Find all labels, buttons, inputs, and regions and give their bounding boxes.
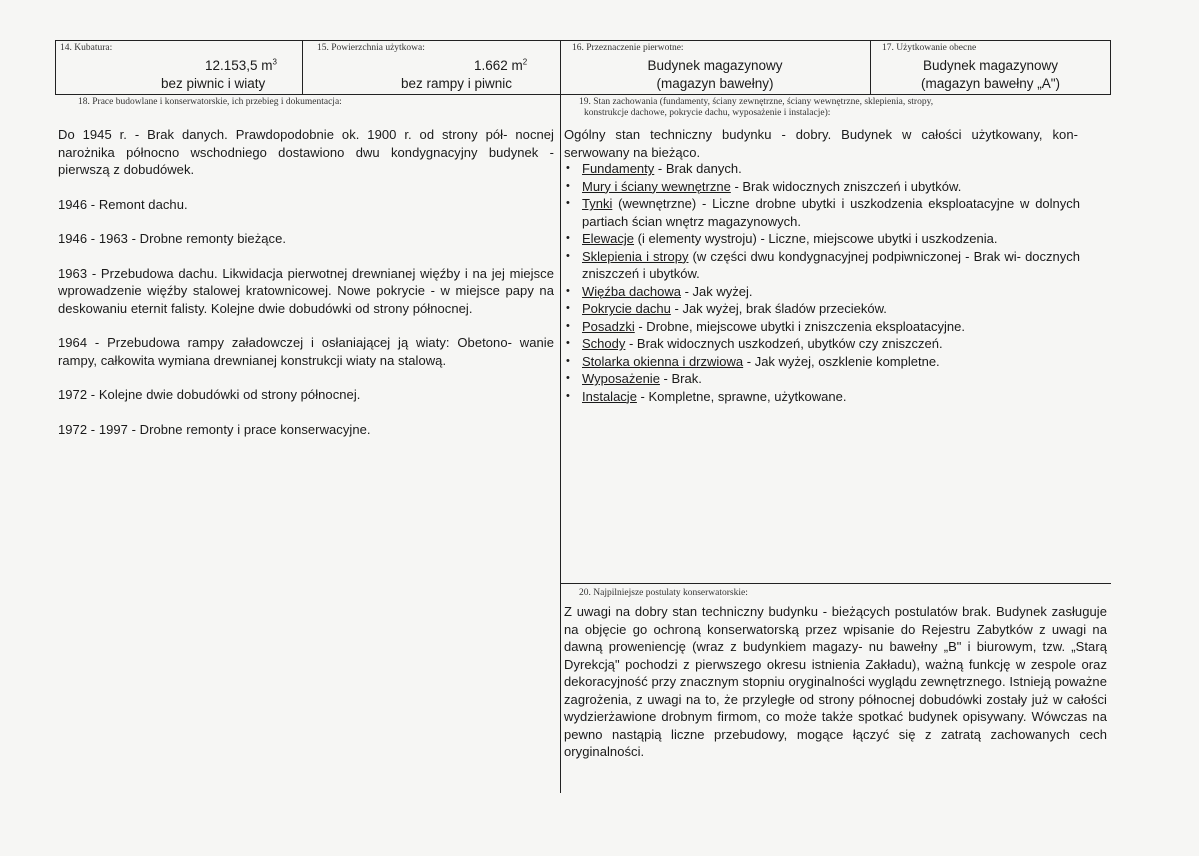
header-divider-1 <box>302 40 303 95</box>
condition-text: - Drobne, miejscowe ubytki i zniszczenia eksploatacyjne. <box>634 318 965 334</box>
section19-items <box>562 160 1080 405</box>
condition-term: Pokrycie dachu <box>582 301 671 316</box>
work-entry: 1964 - Przebudowa rampy załadowczej i osłaniającej ją wiaty: Obetono- wanie rampy, całkowita wymiana drewnianej konstrukcji wiaty na stalową. <box>58 335 554 368</box>
bullet-icon: • <box>566 162 570 174</box>
condition-item <box>562 160 1080 178</box>
condition-text: - Kompletne, sprawne, użytkowane. <box>636 388 847 404</box>
condition-text: - Brak. <box>659 371 702 386</box>
condition-text: (w części dwu kondygnacyjnej podpiwniczonej - Brak wi- docznych zniszczeń i ubytków. <box>582 248 1080 281</box>
condition-item <box>562 353 1080 371</box>
condition-item <box>562 388 1080 406</box>
condition-item <box>562 300 1080 318</box>
przeznaczenie-line1: Budynek magazynowy <box>647 58 783 73</box>
bullet-icon: • <box>566 284 570 297</box>
bullet-icon: • <box>566 302 570 314</box>
powierzchnia-label: 15. Powierzchnia użytkowa: <box>317 43 425 53</box>
condition-term: Fundamenty <box>582 161 655 176</box>
bullet-icon: • <box>566 389 570 402</box>
condition-item <box>562 230 1080 248</box>
bullet-icon: • <box>566 232 570 244</box>
condition-item <box>562 283 1080 301</box>
bullet-icon: • <box>566 372 570 384</box>
powierzchnia-note: bez rampy i piwnic <box>401 76 513 91</box>
condition-term: Instalacje <box>582 388 637 404</box>
section20-label: 20. Najpilniejsze postulaty konserwatorskie: <box>579 588 748 598</box>
section18-label: 18. Prace budowlane i konserwatorskie, ich przebieg i dokumentacja: <box>78 97 342 107</box>
bullet-icon: • <box>566 179 570 192</box>
przeznaczenie-line2: (magazyn bawełny) <box>656 76 774 91</box>
section19-label-line1: 19. Stan zachowania (fundamenty, ściany zewnętrzne, ściany wewnętrzne, sklepienia, stropy, <box>579 97 934 107</box>
condition-term: Wyposażenie <box>582 371 660 386</box>
condition-text: - Jak wyżej. <box>681 283 753 299</box>
section18-content <box>58 126 554 455</box>
condition-term: Stolarka okienna i drzwiowa <box>582 353 744 369</box>
section19-intro: Ogólny stan techniczny budynku - dobry. Budynek w całości użytkowany, kon- serwowany na bieżąco. <box>564 127 1078 160</box>
main-column-divider <box>560 95 561 793</box>
condition-text: - Brak widocznych zniszczeń i ubytków. <box>730 178 962 194</box>
work-entry: 1972 - 1997 - Drobne remonty i prace konserwacyjne. <box>58 421 371 437</box>
condition-item <box>562 318 1080 336</box>
work-entry: 1972 - Kolejne dwie dobudówki od strony północnej. <box>58 387 361 402</box>
condition-term: Tynki <box>582 196 613 211</box>
bullet-icon: • <box>566 354 570 367</box>
work-entry: 1946 - 1963 - Drobne remonty bieżące. <box>58 231 287 246</box>
bullet-icon: • <box>566 319 570 332</box>
bullet-icon: • <box>566 249 570 262</box>
condition-text: - Jak wyżej, oszklenie kompletne. <box>743 353 940 369</box>
kubatura-value: 12.153,5 $m^3$ <box>205 57 277 73</box>
bullet-icon: • <box>566 197 570 209</box>
condition-text: - Jak wyżej, brak śladów przecieków. <box>670 301 887 316</box>
condition-term: Schody <box>582 336 626 351</box>
uzytkowanie-label: 17. Użytkowanie obecne <box>882 43 977 53</box>
condition-term: Elewacje <box>582 231 635 246</box>
condition-item <box>562 370 1080 388</box>
condition-text: - Brak widocznych uszkodzeń, ubytków czy zniszczeń. <box>625 336 943 351</box>
bullet-icon: • <box>566 337 570 349</box>
condition-term: Posadzki <box>582 318 635 334</box>
section20-top-rule <box>560 583 1111 584</box>
condition-item <box>562 178 1080 196</box>
condition-item <box>562 248 1080 283</box>
condition-term: Sklepienia i stropy <box>582 248 689 264</box>
przeznaczenie-label: 16. Przeznaczenie pierwotne: <box>572 43 684 53</box>
condition-item <box>562 195 1080 230</box>
uzytkowanie-line2: (magazyn bawełny „A") <box>920 76 1061 91</box>
condition-term: Więźba dachowa <box>582 283 681 299</box>
work-entry: 1946 - Remont dachu. <box>58 196 188 212</box>
condition-text: (i elementy wystroju) - Liczne, miejscowe ubytki i uszkodzenia. <box>634 231 998 246</box>
condition-item <box>562 335 1080 353</box>
condition-text: - Brak danych. <box>654 161 742 176</box>
work-entry: 1963 - Przebudowa dachu. Likwidacja pierwotnej drewnianej więźby i na jej miejsce wprowadzenie więźby stalowej kratownicowej. Nowe pokrycie - w miejsce papy na deskowaniu eternit falisty. Kolejne dwie dobudówki od strony północnej. <box>58 265 554 316</box>
uzytkowanie-line1: Budynek magazynowy <box>922 58 1059 73</box>
condition-term: Mury i ściany wewnętrzne <box>582 178 731 194</box>
kubatura-note: bez piwnic i wiaty <box>161 76 266 91</box>
powierzchnia-value: 1.662 $m^2$ <box>474 57 528 73</box>
work-entry: Do 1945 r. - Brak danych. Prawdopodobnie ok. 1900 r. od strony pół- nocnej narożnika północno wschodniego dostawiono dwu kondygnacyjny budynek - pierwszą z dobudówek. <box>58 127 554 177</box>
section19-label-line2: konstrukcje dachowe, pokrycie dachu, wyposażenie i instalacje): <box>584 108 831 118</box>
condition-text: (wewnętrzne) - Liczne drobne ubytki i uszkodzenia eksploatacyjne w dolnych partiach ścian wnętrz magazynowych. <box>582 196 1080 229</box>
section20-text: Z uwagi na dobry stan techniczny budynku - bieżących postulatów brak. Budynek zasługuje na objęcie go ochroną konserwatorską przez wpisanie do Rejestru Zabytków z uwagi na dawną proweniencję (wraz z budynkiem magazy- nu bawełny „B" i biurowym, tzw. „Starą Dyrekcją" pochodzi z pierwszego okresu istnienia Zakładu), ważną funkcję w zespole oraz dekoracyjność przy znacznym stopniu oryginalności wyglądu zewnętrznego. Istnieją poważne zagrożenia, z uwagi na to, że przyległe od strony północnej dobudówki zostały już w całości wydzierżawione drobnym firmom, co może także spotkać budynek opisywany. Wówczas na pewno nastąpią liczne przebudowy, mogące łączyć się z zatratą zachowanych cech oryginalności. <box>564 604 1107 759</box>
kubatura-label: 14. Kubatura: <box>60 43 113 53</box>
